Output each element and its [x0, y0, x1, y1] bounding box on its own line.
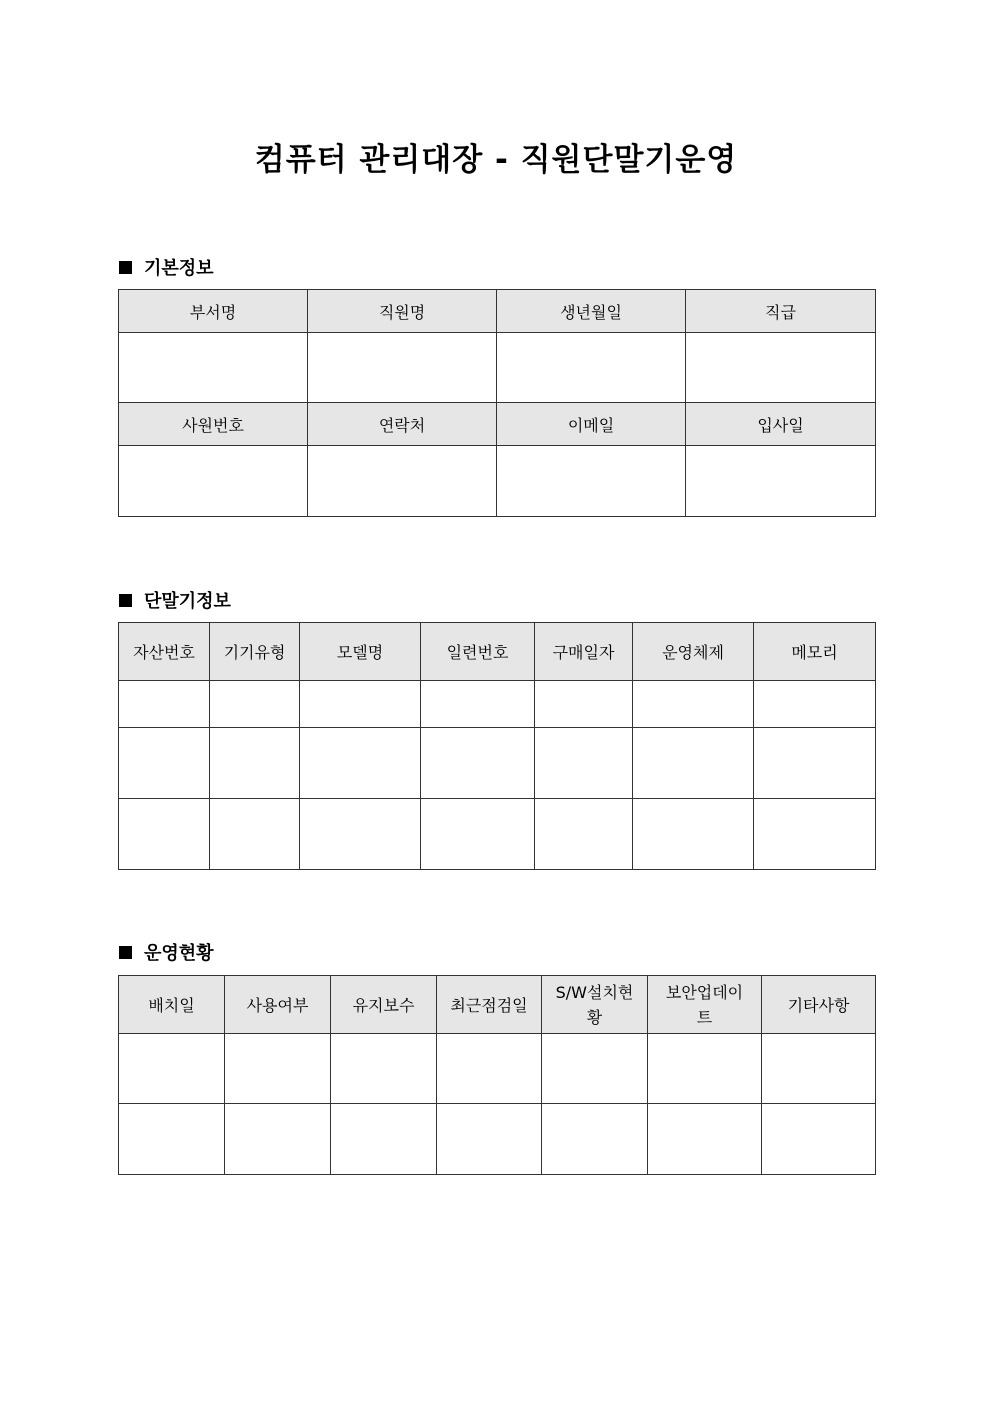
employee-id-field[interactable]: [119, 446, 308, 517]
memory-field[interactable]: [754, 799, 876, 870]
serial-number-field[interactable]: [421, 728, 535, 799]
square-bullet-icon: [119, 946, 132, 959]
maintenance-field[interactable]: [331, 1104, 437, 1175]
last-inspection-date-field[interactable]: [437, 1104, 542, 1175]
header-operating-system: 운영체제: [633, 623, 754, 681]
header-department: 부서명: [119, 290, 308, 333]
input-row: [119, 1104, 876, 1175]
input-row: [119, 681, 876, 728]
input-row: [119, 333, 876, 403]
device-type-field[interactable]: [210, 681, 300, 728]
header-row: [119, 403, 876, 446]
model-name-field[interactable]: [300, 681, 421, 728]
header-row: [119, 290, 876, 333]
header-email: 이메일: [497, 403, 686, 446]
square-bullet-icon: [119, 261, 132, 274]
birth-date-field[interactable]: [497, 333, 686, 403]
position-field[interactable]: [686, 333, 876, 403]
header-purchase-date: 구매일자: [535, 623, 633, 681]
operating-system-field[interactable]: [633, 728, 754, 799]
header-row: [119, 623, 876, 681]
operating-system-field[interactable]: [633, 681, 754, 728]
header-serial-number: 일련번호: [421, 623, 535, 681]
purchase-date-field[interactable]: [535, 728, 633, 799]
serial-number-field[interactable]: [421, 799, 535, 870]
section-heading-label: 운영현황: [144, 943, 214, 964]
asset-number-field[interactable]: [119, 728, 210, 799]
input-row: [119, 728, 876, 799]
header-security-update-label: 보안업데이트: [665, 982, 744, 1027]
input-row: [119, 1034, 876, 1104]
header-device-type: 기기유형: [210, 623, 300, 681]
section-heading-operation-status: [119, 939, 214, 965]
device-type-field[interactable]: [210, 799, 300, 870]
header-deployment-date: 배치일: [119, 976, 225, 1034]
header-model-name: 모델명: [300, 623, 421, 681]
other-notes-field[interactable]: [762, 1034, 876, 1104]
purchase-date-field[interactable]: [535, 681, 633, 728]
header-row: [119, 976, 876, 1034]
asset-number-field[interactable]: [119, 681, 210, 728]
last-inspection-date-field[interactable]: [437, 1034, 542, 1104]
usage-status-field[interactable]: [225, 1034, 331, 1104]
other-notes-field[interactable]: [762, 1104, 876, 1175]
hire-date-field[interactable]: [686, 446, 876, 517]
header-hire-date: 입사일: [686, 403, 876, 446]
email-field[interactable]: [497, 446, 686, 517]
input-row: [119, 799, 876, 870]
header-last-inspection-date: 최근점검일: [437, 976, 542, 1034]
section-heading-device-info: [119, 587, 231, 613]
basic-info-table: [118, 289, 876, 517]
maintenance-field[interactable]: [331, 1034, 437, 1104]
header-maintenance: 유지보수: [331, 976, 437, 1034]
operating-system-field[interactable]: [633, 799, 754, 870]
header-software-installation-label: S/W설치현황: [555, 982, 634, 1027]
header-security-update: [648, 976, 762, 1034]
contact-field[interactable]: [308, 446, 497, 517]
memory-field[interactable]: [754, 728, 876, 799]
usage-status-field[interactable]: [225, 1104, 331, 1175]
operation-status-table: [118, 975, 876, 1175]
section-heading-label: 기본정보: [144, 258, 214, 279]
deployment-date-field[interactable]: [119, 1104, 225, 1175]
header-usage-status: 사용여부: [225, 976, 331, 1034]
security-update-field[interactable]: [648, 1034, 762, 1104]
header-position: 직급: [686, 290, 876, 333]
security-update-field[interactable]: [648, 1104, 762, 1175]
square-bullet-icon: [119, 594, 132, 607]
serial-number-field[interactable]: [421, 681, 535, 728]
section-heading-basic-info: [119, 254, 214, 280]
header-other-notes: 기타사항: [762, 976, 876, 1034]
input-row: [119, 446, 876, 517]
department-field[interactable]: [119, 333, 308, 403]
asset-number-field[interactable]: [119, 799, 210, 870]
section-heading-label: 단말기정보: [144, 591, 231, 612]
device-type-field[interactable]: [210, 728, 300, 799]
header-software-installation: [542, 976, 648, 1034]
device-info-table: [118, 622, 876, 870]
deployment-date-field[interactable]: [119, 1034, 225, 1104]
header-employee-name: 직원명: [308, 290, 497, 333]
model-name-field[interactable]: [300, 799, 421, 870]
page-title: 컴퓨터 관리대장 - 직원단말기운영: [254, 142, 738, 178]
employee-name-field[interactable]: [308, 333, 497, 403]
purchase-date-field[interactable]: [535, 799, 633, 870]
header-employee-id: 사원번호: [119, 403, 308, 446]
software-installation-field[interactable]: [542, 1104, 648, 1175]
header-birth-date: 생년월일: [497, 290, 686, 333]
software-installation-field[interactable]: [542, 1034, 648, 1104]
header-contact: 연락처: [308, 403, 497, 446]
header-asset-number: 자산번호: [119, 623, 210, 681]
header-memory: 메모리: [754, 623, 876, 681]
memory-field[interactable]: [754, 681, 876, 728]
model-name-field[interactable]: [300, 728, 421, 799]
